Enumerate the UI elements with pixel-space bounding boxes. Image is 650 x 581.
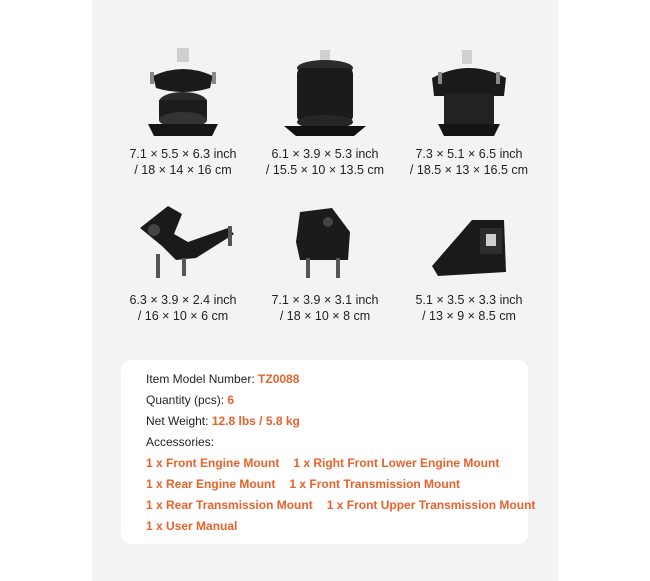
net-weight-value: 12.8 lbs / 5.8 kg [211,414,300,428]
quantity-value: 6 [227,393,235,407]
accessory-item: 1 x Rear Transmission Mount [146,498,313,512]
product-dims-inch: 6.1 × 3.9 × 5.3 inch [271,147,379,161]
product-dims-cm: / 16 × 10 × 6 cm [137,309,229,323]
accessory-item: 1 x User Manual [146,519,238,533]
rear-transmission-mount-icon [118,198,248,288]
front-upper-transmission-mount-icon [270,198,380,288]
product-dims-inch: 7.3 × 5.1 × 6.5 inch [415,147,523,161]
product-right-front-lower-engine-mount [394,198,544,324]
product-dims-cm: / 18 × 10 × 8 cm [279,309,371,323]
product-dims-inch: 5.1 × 3.5 × 3.3 inch [415,293,523,307]
accessory-item: 1 x Front Upper Transmission Mount [326,498,536,512]
front-engine-mount-icon [128,44,238,142]
product-front-transmission-mount [394,44,544,178]
accessory-item: 1 x Front Engine Mount [146,456,280,470]
product-rear-engine-mount [250,44,400,178]
quantity: Quantity (pcs): 6 [146,393,235,407]
product-dims-cm: / 18.5 × 13 × 16.5 cm [409,163,529,177]
product-rear-transmission-mount [108,198,258,324]
accessory-item: 1 x Right Front Lower Engine Mount [293,456,500,470]
accessory-item: 1 x Front Transmission Mount [289,477,461,491]
product-dims-cm: / 18 × 14 × 16 cm [134,163,232,177]
product-front-engine-mount [108,44,258,178]
accessory-item: 1 x Rear Engine Mount [146,477,276,491]
right-front-lower-engine-mount-icon [414,198,524,288]
rear-engine-mount-icon [270,44,380,142]
product-dims-inch: 7.1 × 5.5 × 6.3 inch [129,147,237,161]
product-dims-inch: 7.1 × 3.9 × 3.1 inch [271,293,379,307]
product-dims-inch: 6.3 × 3.9 × 2.4 inch [129,293,237,307]
front-transmission-mount-icon [414,44,524,142]
spec-card [121,360,536,544]
model-number-value: TZ0088 [258,372,300,386]
accessories-label: Accessories: [146,435,215,449]
product-dims-cm: / 13 × 9 × 8.5 cm [422,309,516,323]
product-dims-cm: / 15.5 × 10 × 13.5 cm [265,163,385,177]
product-front-upper-transmission-mount [250,198,400,324]
net-weight: Net Weight: 12.8 lbs / 5.8 kg [146,414,300,428]
model-number: Item Model Number: TZ0088 [146,372,300,386]
